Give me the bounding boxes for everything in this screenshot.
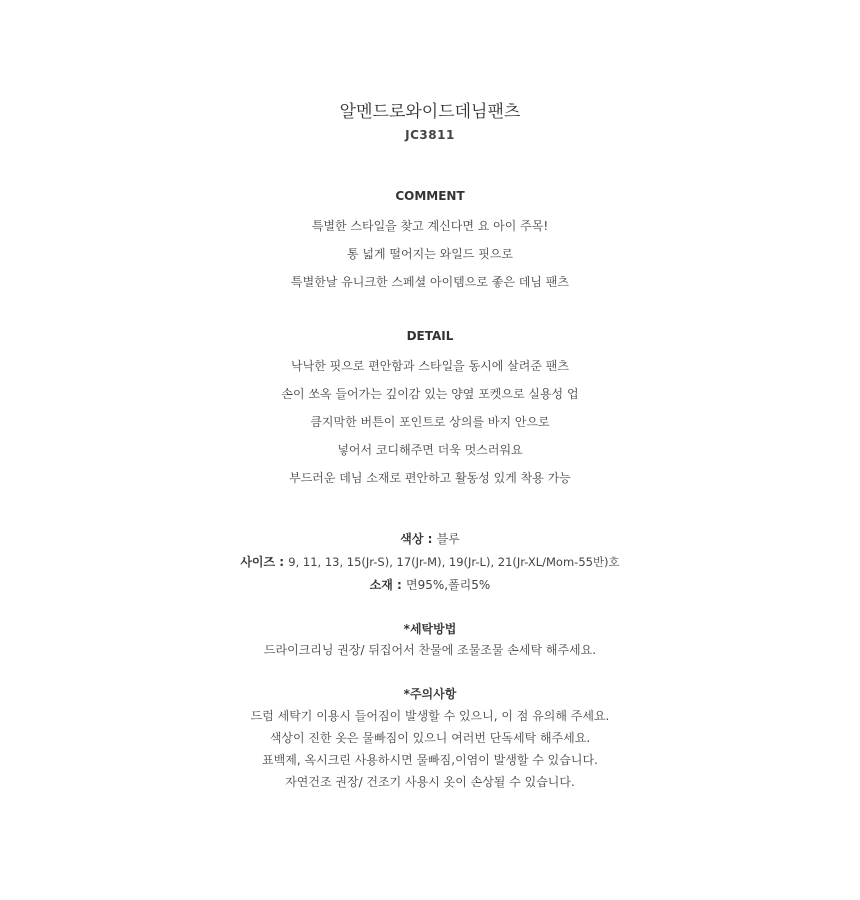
comment-line: 특별한날 유니크한 스페셜 아이템으로 좋은 데님 팬츠 bbox=[291, 275, 569, 289]
comment-line: 특별한 스타일을 찾고 계신다면 요 아이 주목! bbox=[311, 219, 549, 233]
washing-heading: *세탁방법 bbox=[403, 622, 457, 636]
spec-color bbox=[0, 530, 860, 547]
washing-line: 드라이크리닝 권장/ 뒤집어서 찬물에 조물조물 손세탁 해주세요. bbox=[263, 643, 597, 657]
caution-heading: *주의사항 bbox=[403, 687, 457, 701]
comment-heading: COMMENT bbox=[395, 189, 465, 203]
caution-line: 색상이 진한 옷은 물빠짐이 있으니 여러번 단독세탁 해주세요. bbox=[269, 731, 591, 745]
caution-line: 드럼 세탁기 이용시 들어짐이 발생할 수 있으니, 이 점 유의해 주세요. bbox=[250, 709, 610, 723]
detail-line: 낙낙한 핏으로 편안함과 스타일을 동시에 살려준 팬츠 bbox=[291, 359, 569, 373]
spec-size-label: 사이즈 : bbox=[240, 555, 289, 569]
detail-heading: DETAIL bbox=[406, 329, 454, 343]
spec-material bbox=[0, 576, 860, 593]
spec-color-value: 블루 bbox=[436, 532, 460, 546]
caution-line: 표백제, 옥시크린 사용하시면 물빠짐,이염이 발생할 수 있습니다. bbox=[262, 753, 598, 767]
caution-line: 자연건조 권장/ 건조기 사용시 옷이 손상될 수 있습니다. bbox=[285, 775, 575, 789]
product-code: JC3811 bbox=[405, 128, 455, 142]
product-name: 알멘드로와이드데님팬츠 bbox=[339, 102, 521, 122]
detail-line: 손이 쏘옥 들어가는 깊이감 있는 양옆 포켓으로 실용성 업 bbox=[281, 387, 579, 401]
spec-size bbox=[0, 553, 860, 570]
spec-color-label: 색상 : bbox=[400, 532, 437, 546]
spec-size-value: 9, 11, 13, 15(Jr-S), 17(Jr-M), 19(Jr-L), 21(Jr-XL/Mom-55반)호 bbox=[288, 555, 620, 569]
spec-material-value: 면95%,폴리5% bbox=[406, 578, 491, 592]
spec-material-label: 소재 : bbox=[369, 578, 407, 592]
comment-line: 통 넓게 떨어지는 와일드 핏으로 bbox=[347, 247, 513, 261]
detail-line: 넣어서 코디해주면 더욱 멋스러워요 bbox=[337, 443, 523, 457]
detail-line: 큼지막한 버튼이 포인트로 상의를 바지 안으로 bbox=[310, 415, 550, 429]
detail-line: 부드러운 데님 소재로 편안하고 활동성 있게 착용 가능 bbox=[289, 471, 571, 485]
